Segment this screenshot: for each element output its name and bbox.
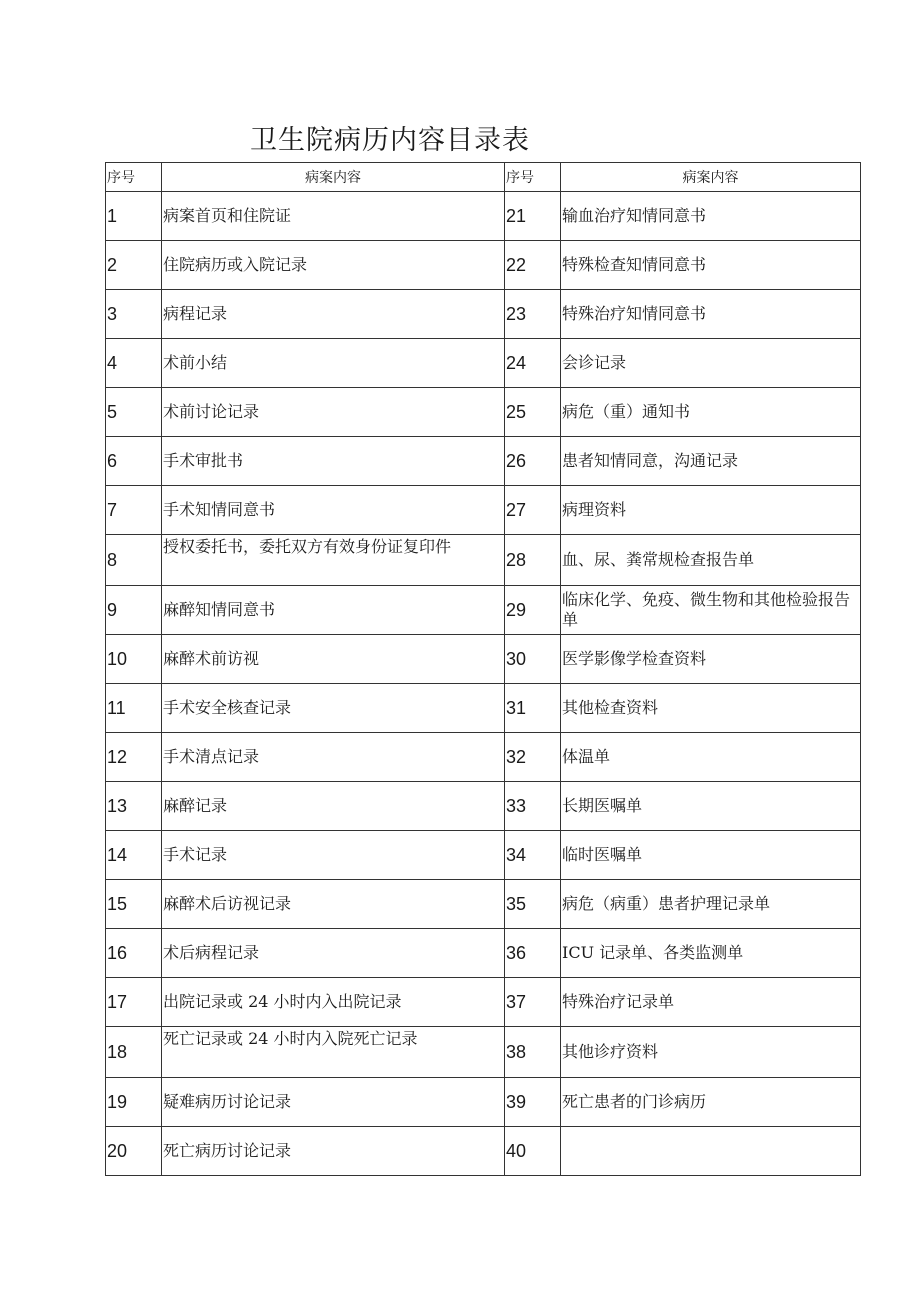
row-content-left: 病案首页和住院证 xyxy=(162,192,505,241)
row-content-right: 患者知情同意，沟通记录 xyxy=(561,437,861,486)
header-number-left: 序号 xyxy=(106,163,162,192)
row-content-left: 疑难病历讨论记录 xyxy=(162,1078,505,1127)
table-row xyxy=(106,782,861,831)
table-row xyxy=(106,1078,861,1127)
row-content-right: 输血治疗知情同意书 xyxy=(561,192,861,241)
header-number-right: 序号 xyxy=(505,163,561,192)
row-content-left: 出院记录或 24 小时内入出院记录 xyxy=(162,978,505,1027)
row-number-left: 17 xyxy=(106,978,162,1027)
row-number-right: 34 xyxy=(505,831,561,880)
table-row xyxy=(106,586,861,635)
row-number-left: 14 xyxy=(106,831,162,880)
table-row xyxy=(106,241,861,290)
row-content-right: 临床化学、免疫、微生物和其他检验报告单 xyxy=(561,586,861,635)
row-content-right xyxy=(561,1127,861,1176)
row-number-right: 36 xyxy=(505,929,561,978)
row-content-left: 术后病程记录 xyxy=(162,929,505,978)
table-row xyxy=(106,978,861,1027)
row-content-left: 手术记录 xyxy=(162,831,505,880)
row-number-right: 29 xyxy=(505,586,561,635)
medical-record-catalog-table xyxy=(105,162,861,1176)
row-number-left: 19 xyxy=(106,1078,162,1127)
row-content-right: ICU 记录单、各类监测单 xyxy=(561,929,861,978)
table-row xyxy=(106,486,861,535)
row-number-left: 9 xyxy=(106,586,162,635)
row-number-right: 30 xyxy=(505,635,561,684)
table-row xyxy=(106,831,861,880)
table-row xyxy=(106,339,861,388)
table-row xyxy=(106,192,861,241)
row-content-left: 术前讨论记录 xyxy=(162,388,505,437)
table-row xyxy=(106,388,861,437)
row-content-right: 医学影像学检查资料 xyxy=(561,635,861,684)
table-row xyxy=(106,290,861,339)
row-number-left: 5 xyxy=(106,388,162,437)
row-content-right: 会诊记录 xyxy=(561,339,861,388)
table-row xyxy=(106,1127,861,1176)
row-content-right: 其他检查资料 xyxy=(561,684,861,733)
row-content-right: 特殊检查知情同意书 xyxy=(561,241,861,290)
row-number-left: 15 xyxy=(106,880,162,929)
row-number-right: 23 xyxy=(505,290,561,339)
table-header-row xyxy=(106,163,861,192)
row-content-right: 体温单 xyxy=(561,733,861,782)
row-number-left: 6 xyxy=(106,437,162,486)
row-number-right: 31 xyxy=(505,684,561,733)
row-number-right: 25 xyxy=(505,388,561,437)
row-number-left: 12 xyxy=(106,733,162,782)
table-row xyxy=(106,929,861,978)
row-content-right: 特殊治疗记录单 xyxy=(561,978,861,1027)
row-number-left: 4 xyxy=(106,339,162,388)
row-content-left: 手术知情同意书 xyxy=(162,486,505,535)
table-row xyxy=(106,733,861,782)
row-number-left: 20 xyxy=(106,1127,162,1176)
row-content-right: 病危（病重）患者护理记录单 xyxy=(561,880,861,929)
row-number-left: 1 xyxy=(106,192,162,241)
row-content-left: 麻醉记录 xyxy=(162,782,505,831)
row-content-right: 病理资料 xyxy=(561,486,861,535)
header-content-right: 病案内容 xyxy=(561,163,861,192)
row-number-left: 3 xyxy=(106,290,162,339)
table-row xyxy=(106,684,861,733)
row-number-right: 35 xyxy=(505,880,561,929)
row-number-left: 8 xyxy=(106,535,162,586)
table-row xyxy=(106,635,861,684)
row-number-left: 16 xyxy=(106,929,162,978)
row-number-left: 11 xyxy=(106,684,162,733)
table-row xyxy=(106,535,861,586)
row-content-left: 术前小结 xyxy=(162,339,505,388)
row-content-left: 手术审批书 xyxy=(162,437,505,486)
header-content-left: 病案内容 xyxy=(162,163,505,192)
table-body xyxy=(106,192,861,1176)
row-number-right: 26 xyxy=(505,437,561,486)
row-number-right: 39 xyxy=(505,1078,561,1127)
row-number-right: 22 xyxy=(505,241,561,290)
row-content-right: 长期医嘱单 xyxy=(561,782,861,831)
row-content-right: 临时医嘱单 xyxy=(561,831,861,880)
row-number-left: 10 xyxy=(106,635,162,684)
row-content-right: 死亡患者的门诊病历 xyxy=(561,1078,861,1127)
row-number-left: 7 xyxy=(106,486,162,535)
row-content-left: 麻醉知情同意书 xyxy=(162,586,505,635)
table-row xyxy=(106,437,861,486)
row-content-left: 授权委托书，委托双方有效身份证复印件 xyxy=(162,535,505,586)
row-number-right: 37 xyxy=(505,978,561,1027)
row-content-left: 手术安全核查记录 xyxy=(162,684,505,733)
page-title: 卫生院病历内容目录表 xyxy=(250,125,530,156)
row-number-right: 27 xyxy=(505,486,561,535)
row-content-left: 病程记录 xyxy=(162,290,505,339)
table-row xyxy=(106,880,861,929)
row-number-right: 38 xyxy=(505,1027,561,1078)
row-content-left: 死亡记录或 24 小时内入院死亡记录 xyxy=(162,1027,505,1078)
row-number-left: 18 xyxy=(106,1027,162,1078)
row-number-right: 32 xyxy=(505,733,561,782)
row-number-right: 28 xyxy=(505,535,561,586)
row-content-right: 病危（重）通知书 xyxy=(561,388,861,437)
row-content-right: 血、尿、粪常规检查报告单 xyxy=(561,535,861,586)
row-content-left: 麻醉术后访视记录 xyxy=(162,880,505,929)
row-number-right: 40 xyxy=(505,1127,561,1176)
row-content-left: 住院病历或入院记录 xyxy=(162,241,505,290)
row-number-left: 13 xyxy=(106,782,162,831)
row-number-right: 33 xyxy=(505,782,561,831)
row-content-right: 其他诊疗资料 xyxy=(561,1027,861,1078)
row-content-left: 手术清点记录 xyxy=(162,733,505,782)
row-number-right: 21 xyxy=(505,192,561,241)
row-content-left: 死亡病历讨论记录 xyxy=(162,1127,505,1176)
row-content-left: 麻醉术前访视 xyxy=(162,635,505,684)
row-number-right: 24 xyxy=(505,339,561,388)
row-number-left: 2 xyxy=(106,241,162,290)
row-content-right: 特殊治疗知情同意书 xyxy=(561,290,861,339)
table-row xyxy=(106,1027,861,1078)
